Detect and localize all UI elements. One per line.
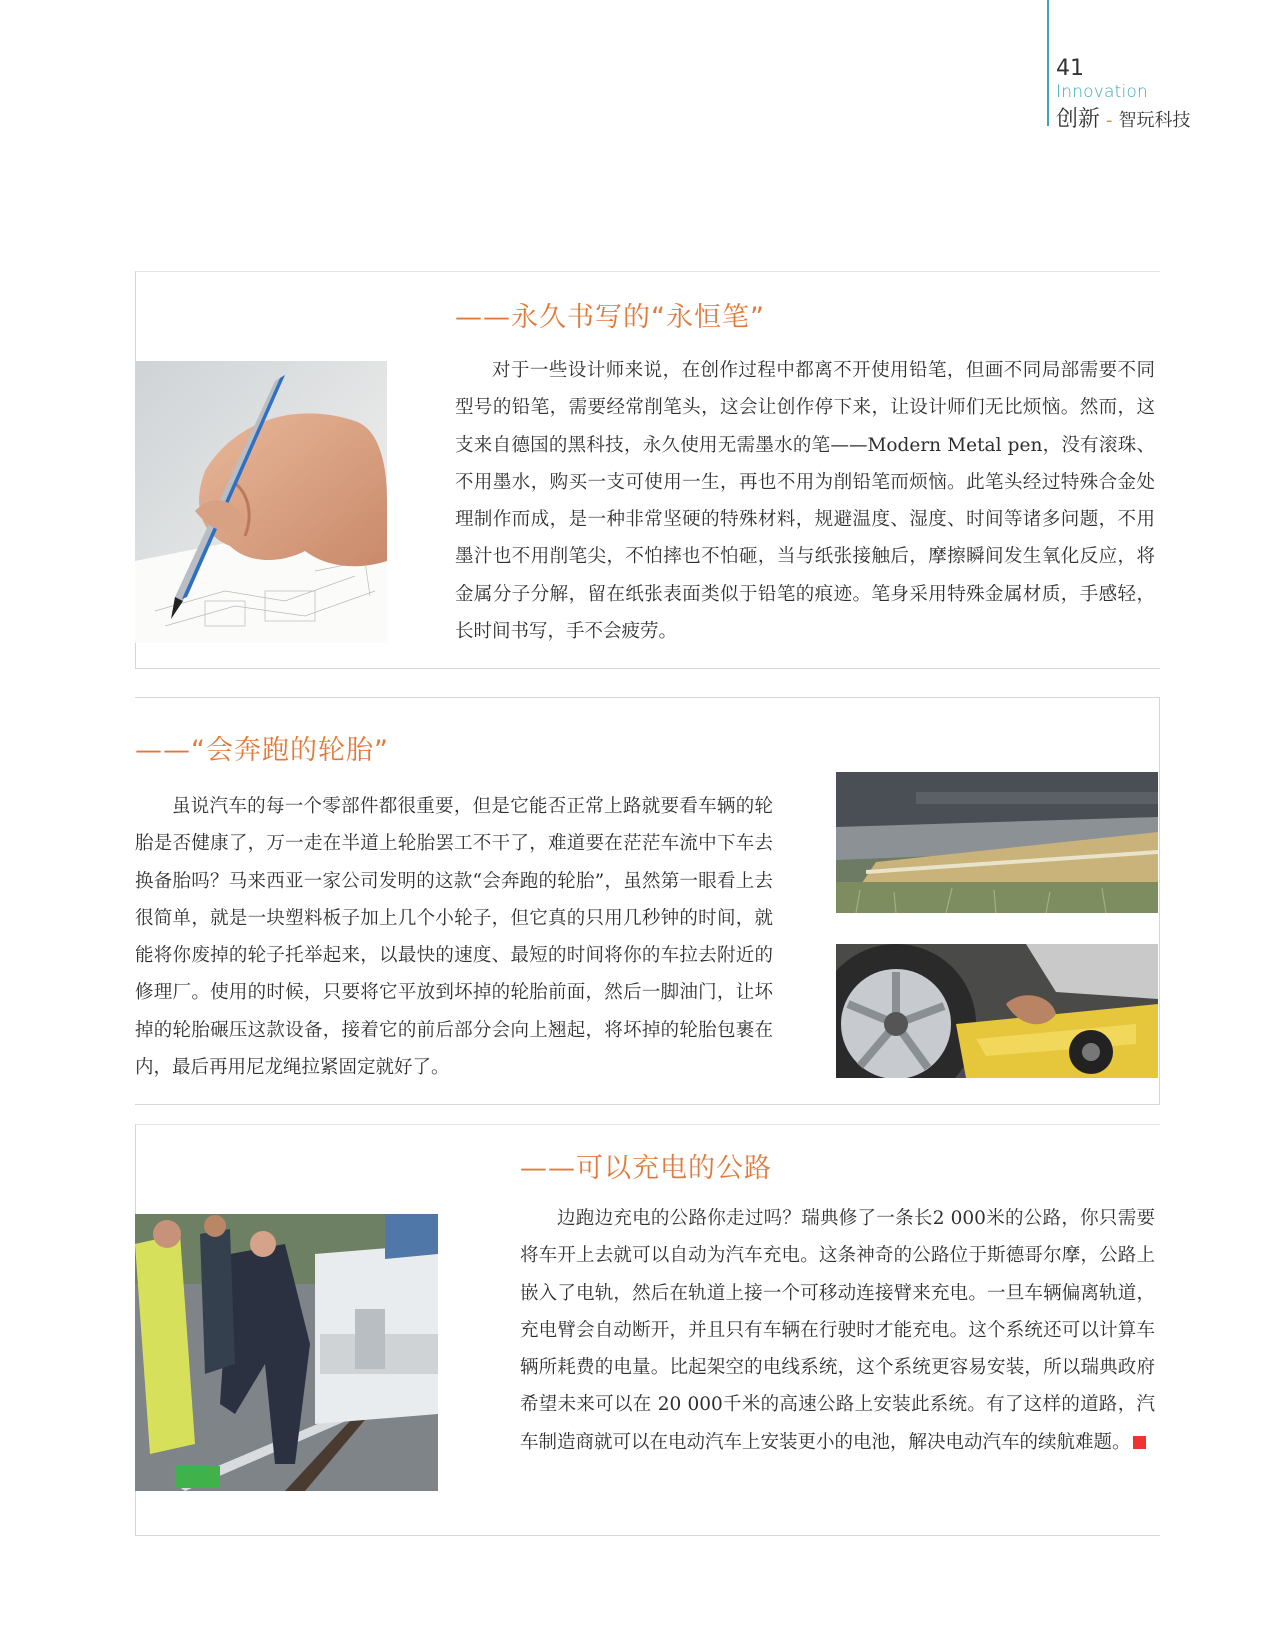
- article-body-tire: [135, 788, 773, 1086]
- article-paragraph-tire: 虽说汽车的每一个零部件都很重要，但是它能否正常上路就要看车辆的轮胎是否健康了，万一走在半道上轮胎罢工不干了，难道要在茫茫车流中下车去换备胎吗？马来西亚一家公司发明的这款“会奔跑的轮胎”，虽然第一眼看上去很简单，就是一块塑料板子加上几个小轮子，但它真的只用几秒钟的时间，就能将你废掉的轮子托举起来，以最快的速度、最短的时间将你的车拉去附近的修理厂。使用的时候，只要将它平放到坏掉的轮胎前面，然后一脚油门，让坏掉的轮胎碾压这款设备，接着它的前后部分会向上翘起，将坏掉的轮胎包裹在内，最后再用尼龙绳拉紧固定就好了。: [135, 796, 773, 1079]
- header-divider-line: [1047, 0, 1049, 126]
- photo-metal-pen: [135, 361, 387, 643]
- end-mark-icon: S: [1133, 1436, 1146, 1449]
- subsection-label: 智玩科技: [1118, 110, 1191, 131]
- photo-tire-device: [836, 944, 1158, 1078]
- photo-car-sill: [836, 772, 1158, 913]
- article-paragraph-pen: 对于一些设计师来说，在创作过程中都离不开使用铅笔，但画不同局部需要不同型号的铅笔，需要经常削笔头，这会让创作停下来，让设计师们无比烦恼。然而，这支来自德国的黑科技，永久使用无需墨水的笔——Modern Metal pen，没有滚珠、不用墨水，购买一支可使用一生，再也不用为削铅笔而烦恼。此笔头经过特殊合金处理制作而成，是一种非常坚硬的特殊材料，规避温度、湿度、时间等诸多问题，不用墨汁也不用削笔尖，不怕摔也不怕砸，当与纸张接触后，摩擦瞬间发生氧化反应，将金属分子分解，留在纸张表面类似于铅笔的痕迹。笔身采用特殊金属材质，手感轻，长时间书写，手不会疲劳。: [455, 360, 1155, 643]
- article-title-pen: ——永久书写的“永恒笔”: [455, 302, 765, 333]
- section-label: [1056, 102, 1191, 133]
- article-body-road: [520, 1200, 1177, 1461]
- article-paragraph-road: [520, 1200, 1177, 1461]
- section-label-english: Innovation: [1056, 82, 1149, 102]
- article-body-pen: [455, 352, 1155, 650]
- photo-charging-road: [135, 1214, 438, 1491]
- article-title-tire: ——“会奔跑的轮胎”: [135, 735, 389, 766]
- page-number: 41: [1056, 56, 1084, 81]
- section-separator: -: [1106, 110, 1113, 131]
- section-label-chinese: 创新: [1056, 107, 1101, 132]
- article-paragraph-road-text: 边跑边充电的公路你走过吗？瑞典修了一条长2 000米的公路，你只需要将车开上去就可以自动为汽车充电。这条神奇的公路位于斯德哥尔摩，公路上嵌入了电轨，然后在轨道上接一个可移动连接臂来充电。一旦车辆偏离轨道，充电臂会自动断开，并且只有车辆在行驶时才能充电。这个系统还可以计算车辆所耗费的电量。比起架空的电线系统，这个系统更容易安装，所以瑞典政府希望未来可以在 20 000千米的高速公路上安装此系统。有了这样的道路，汽车制造商就可以在电动汽车上安装更小的电池，解决电动汽车的续航难题。: [520, 1208, 1155, 1453]
- article-title-road: ——可以充电的公路: [520, 1153, 772, 1184]
